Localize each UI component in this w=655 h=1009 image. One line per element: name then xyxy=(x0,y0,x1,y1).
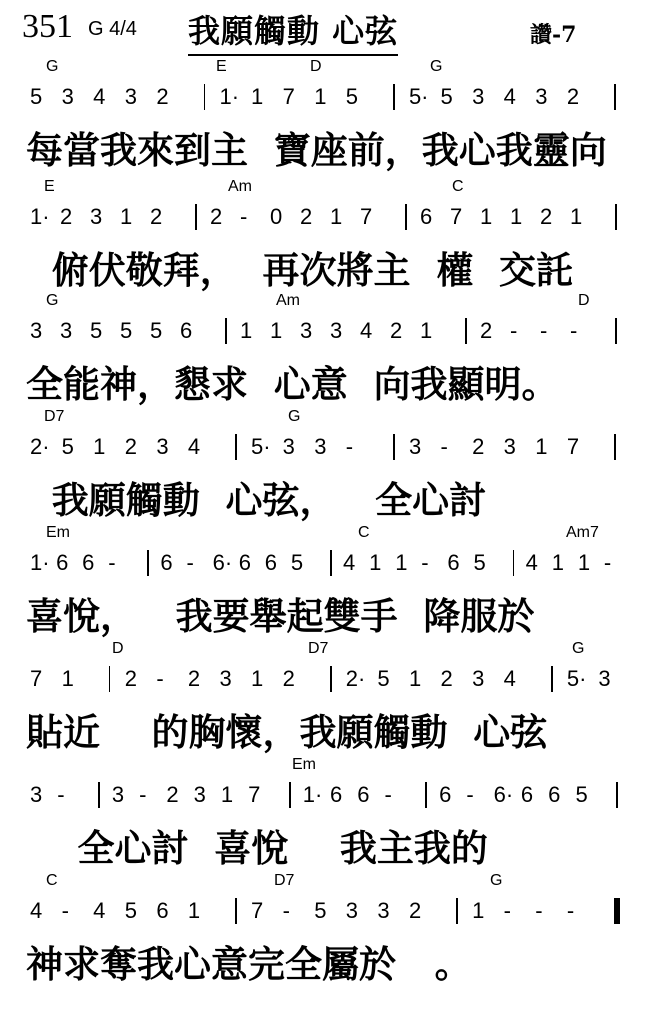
chord-symbol: Am xyxy=(228,178,252,195)
jianpu-note: - xyxy=(510,318,518,343)
lyric-line: 喜悅， 我要舉起雙手 降服於 xyxy=(26,594,535,638)
key-signature: G 4/4 xyxy=(88,18,137,40)
jianpu-note: 5 xyxy=(440,84,453,109)
jianpu-note: 7 xyxy=(360,204,373,229)
jianpu-note: 2 xyxy=(187,666,201,691)
jianpu-note: 1 xyxy=(510,204,523,229)
jianpu-note: 2 xyxy=(566,84,580,109)
jianpu-notes-row xyxy=(30,428,630,466)
chord-symbol: Em xyxy=(292,756,316,773)
barline xyxy=(425,782,427,808)
chord-symbol: C xyxy=(452,178,464,195)
jianpu-note: 5· xyxy=(566,666,587,691)
jianpu-note: - xyxy=(440,434,448,459)
jianpu-note: 3 xyxy=(219,666,232,691)
score-header xyxy=(0,6,655,54)
score-system xyxy=(0,872,655,992)
chord-row xyxy=(0,640,655,660)
barline xyxy=(513,550,515,576)
jianpu-note: - xyxy=(384,782,392,807)
jianpu-note: 6 xyxy=(330,782,343,807)
song-title: 我願觸動 心弦 xyxy=(188,6,398,56)
chord-symbol: D xyxy=(310,58,322,75)
jianpu-note: 1 xyxy=(251,666,264,691)
jianpu-note: 5 xyxy=(314,898,327,923)
final-barline xyxy=(614,898,620,924)
jianpu-note: - xyxy=(57,782,65,807)
jianpu-note: 1 xyxy=(551,550,564,575)
jianpu-note: 5 xyxy=(345,84,359,109)
lyric-line: 每當我來到主 寶座前，我心我靈向 xyxy=(26,128,607,172)
chord-symbol: G xyxy=(46,292,59,309)
chord-symbol: G xyxy=(572,640,585,657)
jianpu-note: 3 xyxy=(472,666,485,691)
jianpu-note: - xyxy=(156,666,164,691)
jianpu-note: 5 xyxy=(473,550,486,575)
chord-symbol: G xyxy=(490,872,503,889)
score-system xyxy=(0,524,655,644)
jianpu-note: 3 xyxy=(598,666,611,691)
jianpu-note: 3 xyxy=(472,84,485,109)
barline xyxy=(147,550,149,576)
jianpu-note: - xyxy=(540,318,548,343)
jianpu-notes-row xyxy=(30,776,630,814)
jianpu-note: 7 xyxy=(248,782,261,807)
jianpu-note: 6 xyxy=(548,782,561,807)
jianpu-note: 2 xyxy=(156,84,169,109)
jianpu-note: - xyxy=(466,782,474,807)
lyric-line: 神求奪我心意完全屬於 。 xyxy=(26,942,472,986)
jianpu-note: 1 xyxy=(314,84,327,109)
jianpu-note: 4 xyxy=(360,318,373,343)
chord-symbol: D7 xyxy=(308,640,329,657)
score-system xyxy=(0,408,655,528)
jianpu-note: 3 xyxy=(535,84,548,109)
jianpu-note: 6· xyxy=(493,782,514,807)
barline xyxy=(330,666,332,692)
jianpu-note: 3 xyxy=(90,204,103,229)
jianpu-note: - xyxy=(139,782,147,807)
jianpu-note: 6 xyxy=(439,782,452,807)
jianpu-note: 5 xyxy=(290,550,304,575)
jianpu-note: 1 xyxy=(577,550,591,575)
jianpu-note: 1 xyxy=(240,318,253,343)
jianpu-note: - xyxy=(282,898,290,923)
chord-row xyxy=(0,178,655,198)
jianpu-note: 5 xyxy=(61,434,74,459)
barline xyxy=(330,550,332,576)
jianpu-note: 1 xyxy=(570,204,583,229)
jianpu-note: 2 xyxy=(480,318,493,343)
jianpu-note: 2 xyxy=(282,666,295,691)
jianpu-notes-row xyxy=(30,544,630,582)
chord-symbol: D xyxy=(578,292,590,309)
barline xyxy=(456,898,458,924)
score-system xyxy=(0,178,655,298)
barline xyxy=(465,318,467,344)
jianpu-note: 1 xyxy=(472,898,485,923)
barline xyxy=(615,318,617,344)
jianpu-note: 3 xyxy=(61,84,74,109)
jianpu-notes-row xyxy=(30,198,630,236)
jianpu-note: 5· xyxy=(408,84,429,109)
jianpu-note: 3 xyxy=(156,434,169,459)
jianpu-note: 7 xyxy=(251,898,264,923)
jianpu-note: 3 xyxy=(377,898,390,923)
barline xyxy=(225,318,227,344)
jianpu-note: - xyxy=(566,898,575,923)
barline xyxy=(393,84,395,110)
jianpu-note: 1 xyxy=(220,782,234,807)
chord-row xyxy=(0,408,655,428)
jianpu-note: 2 xyxy=(472,434,485,459)
barline xyxy=(615,204,617,230)
category-tag: 讚-7 xyxy=(530,22,577,48)
barline xyxy=(98,782,100,808)
jianpu-note: 4 xyxy=(93,898,106,923)
lyric-line: 我願觸動 心弦， 全心討 xyxy=(26,478,487,522)
chord-symbol: G xyxy=(430,58,443,75)
chord-row xyxy=(0,524,655,544)
jianpu-note: 1 xyxy=(395,550,408,575)
chord-symbol: D7 xyxy=(44,408,65,425)
chord-symbol: E xyxy=(44,178,55,195)
jianpu-note: 1 xyxy=(187,898,201,923)
chord-symbol: Am xyxy=(276,292,300,309)
chord-symbol: Em xyxy=(46,524,70,541)
jianpu-note: 4 xyxy=(503,84,516,109)
lyric-line: 全能神，懇求 心意 向我顯明。 xyxy=(26,362,559,406)
jianpu-note: 1 xyxy=(408,666,422,691)
jianpu-note: 2 xyxy=(60,204,73,229)
chord-row xyxy=(0,292,655,312)
jianpu-note: 7 xyxy=(282,84,295,109)
jianpu-note: 5 xyxy=(124,898,137,923)
jianpu-note: 1 xyxy=(61,666,74,691)
jianpu-note: - xyxy=(570,318,578,343)
jianpu-note: - xyxy=(503,898,511,923)
jianpu-note: 4 xyxy=(30,898,43,923)
jianpu-note: 3 xyxy=(503,434,516,459)
barline xyxy=(235,898,237,924)
lyric-line: 俯伏敬拜， 再次將主 權 交託 xyxy=(26,248,574,292)
jianpu-note: 2 xyxy=(300,204,313,229)
jianpu-note: 3 xyxy=(30,318,43,343)
jianpu-note: 7 xyxy=(30,666,43,691)
barline xyxy=(204,84,206,110)
jianpu-note: 1 xyxy=(251,84,264,109)
jianpu-note: 3 xyxy=(282,434,295,459)
jianpu-note: - xyxy=(603,550,612,575)
barline xyxy=(614,84,616,110)
jianpu-note: 1· xyxy=(30,550,50,575)
jianpu-note: 3 xyxy=(60,318,73,343)
jianpu-note: 3 xyxy=(124,84,137,109)
jianpu-notes-row xyxy=(30,660,630,698)
jianpu-note: 2 xyxy=(440,666,453,691)
jianpu-note: 7 xyxy=(566,434,580,459)
chord-symbol: E xyxy=(216,58,227,75)
chord-symbol: C xyxy=(358,524,370,541)
barline xyxy=(393,434,395,460)
barline xyxy=(405,204,407,230)
jianpu-note: 6 xyxy=(357,782,370,807)
jianpu-note: - xyxy=(240,204,248,229)
jianpu-note: 3 xyxy=(111,782,125,807)
chord-row xyxy=(0,756,655,776)
jianpu-note: 4 xyxy=(525,550,538,575)
jianpu-note: 2 xyxy=(124,666,137,691)
barline xyxy=(195,204,197,230)
barline xyxy=(616,782,618,808)
jianpu-notes-row xyxy=(30,312,630,350)
jianpu-note: 2 xyxy=(408,898,422,923)
jianpu-note: 6 xyxy=(160,550,173,575)
jianpu-note: 2 xyxy=(150,204,163,229)
jianpu-note: 1· xyxy=(30,204,50,229)
lyric-line: 全心討 喜悅 我主我的 xyxy=(26,826,488,870)
lyric-line: 貼近 的胸懷，我願觸動 心弦 xyxy=(26,710,548,754)
jianpu-note: 6 xyxy=(156,898,169,923)
score-system xyxy=(0,292,655,412)
jianpu-note: 1 xyxy=(93,434,106,459)
jianpu-note: 4 xyxy=(503,666,516,691)
chord-symbol: D xyxy=(112,640,124,657)
jianpu-note: 6 xyxy=(238,550,251,575)
jianpu-note: 1 xyxy=(535,434,548,459)
jianpu-note: - xyxy=(345,434,354,459)
jianpu-note: - xyxy=(186,550,194,575)
chord-row xyxy=(0,872,655,892)
jianpu-note: 3 xyxy=(30,782,43,807)
jianpu-note: 2 xyxy=(166,782,179,807)
jianpu-note: - xyxy=(61,898,69,923)
chord-symbol: G xyxy=(288,408,301,425)
jianpu-note: 5 xyxy=(90,318,103,343)
hymn-number: 351 xyxy=(22,8,73,45)
jianpu-notes-row xyxy=(30,892,630,930)
jianpu-note: 4 xyxy=(93,84,106,109)
jianpu-note: 3 xyxy=(408,434,422,459)
chord-symbol: Am7 xyxy=(566,524,599,541)
jianpu-note: 6 xyxy=(180,318,193,343)
jianpu-note: 6 xyxy=(420,204,433,229)
barline xyxy=(289,782,291,808)
jianpu-note: 6 xyxy=(447,550,460,575)
jianpu-note: 1 xyxy=(369,550,382,575)
barline xyxy=(235,434,237,460)
score-system xyxy=(0,756,655,876)
jianpu-note: 3 xyxy=(345,898,359,923)
jianpu-note: 2· xyxy=(345,666,366,691)
jianpu-note: 4 xyxy=(187,434,201,459)
jianpu-note: 3 xyxy=(193,782,206,807)
jianpu-note: 1· xyxy=(302,782,323,807)
jianpu-note: 1 xyxy=(480,204,493,229)
jianpu-note: 1 xyxy=(420,318,433,343)
jianpu-note: - xyxy=(421,550,429,575)
jianpu-note: 5· xyxy=(251,434,271,459)
jianpu-note: 1· xyxy=(219,84,240,109)
jianpu-note: 4 xyxy=(343,550,356,575)
barline xyxy=(551,666,553,692)
jianpu-note: 1 xyxy=(330,204,343,229)
jianpu-note: 6 xyxy=(520,782,534,807)
chord-row xyxy=(0,58,655,78)
barline xyxy=(614,434,616,460)
jianpu-note: 2 xyxy=(210,204,223,229)
jianpu-note: 6· xyxy=(212,550,233,575)
score-system xyxy=(0,640,655,760)
jianpu-note: 6 xyxy=(82,550,95,575)
jianpu-note: - xyxy=(108,550,116,575)
jianpu-note: 3 xyxy=(314,434,327,459)
jianpu-note: 3 xyxy=(300,318,313,343)
jianpu-note: 1 xyxy=(270,318,283,343)
jianpu-note: 2· xyxy=(30,434,50,459)
jianpu-note: 0 xyxy=(270,204,283,229)
chord-symbol: D7 xyxy=(274,872,295,889)
jianpu-note: 1 xyxy=(120,204,133,229)
jianpu-note: - xyxy=(535,898,543,923)
barline xyxy=(109,666,111,692)
jianpu-note: 5 xyxy=(30,84,43,109)
jianpu-note: 2 xyxy=(124,434,137,459)
jianpu-note: 7 xyxy=(450,204,463,229)
jianpu-note: 3 xyxy=(330,318,343,343)
jianpu-note: 2 xyxy=(390,318,403,343)
jianpu-note: 5 xyxy=(150,318,163,343)
jianpu-note: 5 xyxy=(377,666,390,691)
jianpu-notes-row xyxy=(30,78,630,116)
chord-symbol: G xyxy=(46,58,59,75)
jianpu-note: 2 xyxy=(540,204,553,229)
jianpu-note: 6 xyxy=(56,550,69,575)
jianpu-note: 6 xyxy=(264,550,278,575)
jianpu-note: 5 xyxy=(575,782,588,807)
chord-symbol: C xyxy=(46,872,58,889)
jianpu-note: 5 xyxy=(120,318,133,343)
score-system xyxy=(0,58,655,178)
